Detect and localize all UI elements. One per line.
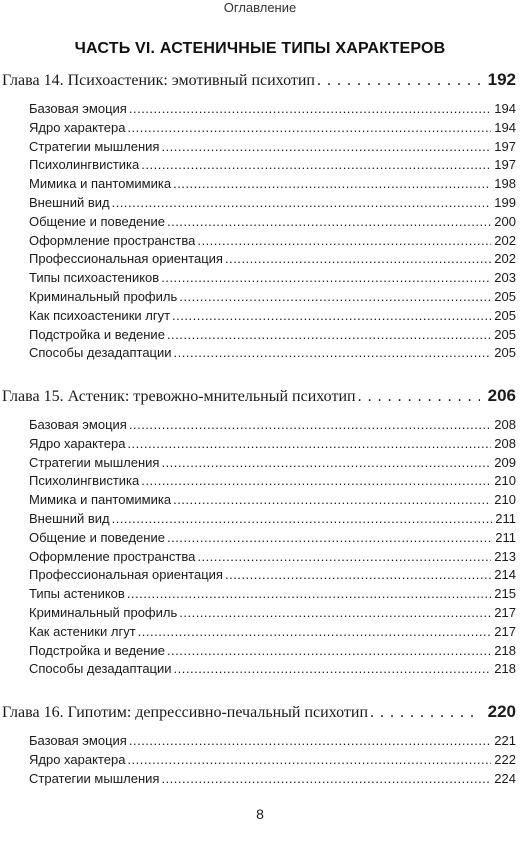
dot-leader <box>179 604 491 623</box>
entry-page: 210 <box>494 492 516 508</box>
entry-title: Как психоастеники лгут <box>29 307 171 323</box>
toc-entry[interactable] <box>29 529 516 548</box>
entry-title: Ядро характера <box>29 751 126 767</box>
dot-leader <box>167 642 491 661</box>
dot-leader <box>127 751 491 770</box>
dot-leader <box>138 623 492 642</box>
toc-entry[interactable] <box>29 472 516 491</box>
dot-leader <box>174 660 492 679</box>
entry-title: Подстройка и ведение <box>29 642 165 658</box>
chapter-heading[interactable] <box>2 70 516 91</box>
chapter-entries <box>0 100 520 363</box>
entry-page: 210 <box>494 473 516 489</box>
chapter-page-number: 192 <box>487 70 516 89</box>
entry-page: 211 <box>495 529 516 545</box>
entry-title: Типы психоастеников <box>29 270 160 286</box>
dot-leader <box>127 119 491 138</box>
dot-leader <box>161 770 491 789</box>
toc-entry[interactable] <box>29 510 516 529</box>
toc-entry[interactable] <box>29 326 516 345</box>
entry-page: 214 <box>494 567 516 583</box>
chapter-title: Глава 14. Психоастеник: эмотивный психотип <box>2 72 315 89</box>
entry-title: Психолингвистика <box>29 473 140 489</box>
entry-page: 215 <box>494 586 516 602</box>
dot-leader <box>174 344 492 363</box>
entry-page: 199 <box>494 194 516 210</box>
entry-title: Оформление пространства <box>29 548 196 564</box>
dot-leader <box>225 250 491 269</box>
entry-page: 211 <box>495 510 516 526</box>
entry-title: Внешний вид <box>29 510 110 526</box>
toc-entry[interactable] <box>29 435 516 454</box>
entry-title: Подстройка и ведение <box>29 326 165 342</box>
entry-title: Ядро характера <box>29 119 126 135</box>
dot-leader <box>179 288 491 307</box>
dot-leader <box>225 566 491 585</box>
chapter-entries <box>0 416 520 679</box>
entry-title: Типы астеников <box>29 586 125 602</box>
entry-page: 205 <box>494 345 516 361</box>
dot-leader <box>161 138 491 157</box>
chapter-16 <box>0 702 520 788</box>
toc-entry[interactable] <box>29 566 516 585</box>
entry-page: 205 <box>494 326 516 342</box>
entry-title: Общение и поведение <box>29 529 165 545</box>
entry-title: Базовая эмоция <box>29 733 127 748</box>
toc-entry[interactable] <box>29 623 516 642</box>
toc-entry[interactable] <box>29 416 516 435</box>
toc-entry[interactable] <box>29 642 516 661</box>
toc-entry[interactable] <box>29 138 516 157</box>
entry-title: Ядро характера <box>29 435 126 451</box>
chapter-title: Глава 15. Астеник: тревожно-мнительный психотип <box>2 388 356 405</box>
part-title: ЧАСТЬ VI. АСТЕНИЧНЫЕ ТИПЫ ХАРАКТЕРОВ <box>74 40 446 57</box>
entry-page: 221 <box>494 733 516 748</box>
toc-entry[interactable] <box>29 307 516 326</box>
entry-title: Способы дезадаптации <box>29 345 172 361</box>
chapter-heading[interactable] <box>2 386 516 407</box>
toc-entry[interactable] <box>29 269 516 288</box>
chapter-15 <box>0 386 520 679</box>
entry-page: 197 <box>494 157 516 173</box>
toc-entry[interactable] <box>29 232 516 251</box>
toc-entry[interactable] <box>29 548 516 567</box>
toc-entry[interactable] <box>29 732 516 751</box>
dot-leader <box>129 732 491 751</box>
toc-entry[interactable] <box>29 213 516 232</box>
entry-page: 222 <box>494 751 516 767</box>
entry-title: Психолингвистика <box>29 157 140 173</box>
toc-entry[interactable] <box>29 250 516 269</box>
entry-page: 213 <box>494 548 516 564</box>
dot-leader <box>370 703 480 723</box>
entry-page: 202 <box>494 232 516 248</box>
chapter-heading[interactable] <box>2 702 516 723</box>
entry-title: Криминальный профиль <box>29 288 178 304</box>
entry-page: 217 <box>494 623 516 639</box>
dot-leader <box>317 71 480 91</box>
chapter-page-number: 206 <box>487 386 516 405</box>
entry-title: Профессиональная ориентация <box>29 251 223 267</box>
entry-page: 194 <box>494 101 516 116</box>
dot-leader <box>173 491 491 510</box>
dot-leader <box>141 472 491 491</box>
toc-entry[interactable] <box>29 585 516 604</box>
entry-title: Стратегии мышления <box>29 138 160 154</box>
entry-page: 218 <box>494 642 516 658</box>
toc-entry[interactable] <box>29 660 516 679</box>
entry-page: 197 <box>494 138 516 154</box>
entry-title: Криминальный профиль <box>29 604 178 620</box>
toc-entry[interactable] <box>29 454 516 473</box>
entry-page: 208 <box>494 435 516 451</box>
dot-leader <box>173 175 491 194</box>
chapter-title: Глава 16. Гипотим: депрессивно-печальный психотип <box>2 704 369 721</box>
chapter-14 <box>0 70 520 363</box>
entry-page: 218 <box>494 661 516 677</box>
toc-entry[interactable] <box>29 491 516 510</box>
entry-page: 209 <box>494 454 516 470</box>
page-number: 8 <box>256 806 264 822</box>
toc-entry[interactable] <box>29 175 516 194</box>
entry-page: 224 <box>494 770 516 786</box>
running-head: Оглавление <box>223 0 297 15</box>
entry-page: 198 <box>494 176 516 192</box>
entry-title: Как астеники лгут <box>29 623 136 639</box>
chapter-page-number: 220 <box>487 702 516 721</box>
entry-title: Общение и поведение <box>29 213 165 229</box>
dot-leader <box>112 194 492 213</box>
toc-entry[interactable] <box>29 604 516 623</box>
dot-leader <box>167 529 492 548</box>
entry-title: Стратегии мышления <box>29 770 160 786</box>
dot-leader <box>167 213 491 232</box>
dot-leader <box>129 100 491 119</box>
entry-title: Способы дезадаптации <box>29 661 172 677</box>
dot-leader <box>167 326 491 345</box>
entry-page: 205 <box>494 288 516 304</box>
dot-leader <box>161 454 491 473</box>
dot-leader <box>197 232 491 251</box>
chapter-entries <box>0 732 520 788</box>
entry-title: Базовая эмоция <box>29 417 127 432</box>
entry-title: Мимика и пантомимика <box>29 176 172 192</box>
entry-page: 205 <box>494 307 516 323</box>
entry-page: 203 <box>494 270 516 286</box>
entry-page: 202 <box>494 251 516 267</box>
dot-leader <box>197 548 491 567</box>
dot-leader <box>112 510 493 529</box>
toc-entry[interactable] <box>29 344 516 363</box>
toc-entry[interactable] <box>29 770 516 789</box>
toc-entry[interactable] <box>29 156 516 175</box>
entry-title: Профессиональная ориентация <box>29 567 223 583</box>
dot-leader <box>358 387 480 407</box>
entry-title: Мимика и пантомимика <box>29 492 172 508</box>
entry-page: 217 <box>494 604 516 620</box>
dot-leader <box>161 269 491 288</box>
dot-leader <box>129 416 491 435</box>
entry-title: Стратегии мышления <box>29 454 160 470</box>
entry-page: 200 <box>494 213 516 229</box>
entry-title: Базовая эмоция <box>29 101 127 116</box>
dot-leader <box>127 435 491 454</box>
entry-page: 194 <box>494 119 516 135</box>
dot-leader <box>141 156 491 175</box>
toc-entry[interactable] <box>29 194 516 213</box>
toc-entry[interactable] <box>29 100 516 119</box>
toc-entry[interactable] <box>29 751 516 770</box>
entry-title: Оформление пространства <box>29 232 196 248</box>
toc-entry[interactable] <box>29 119 516 138</box>
entry-title: Внешний вид <box>29 194 110 210</box>
dot-leader <box>127 585 491 604</box>
dot-leader <box>172 307 491 326</box>
toc-entry[interactable] <box>29 288 516 307</box>
entry-page: 208 <box>494 417 516 432</box>
